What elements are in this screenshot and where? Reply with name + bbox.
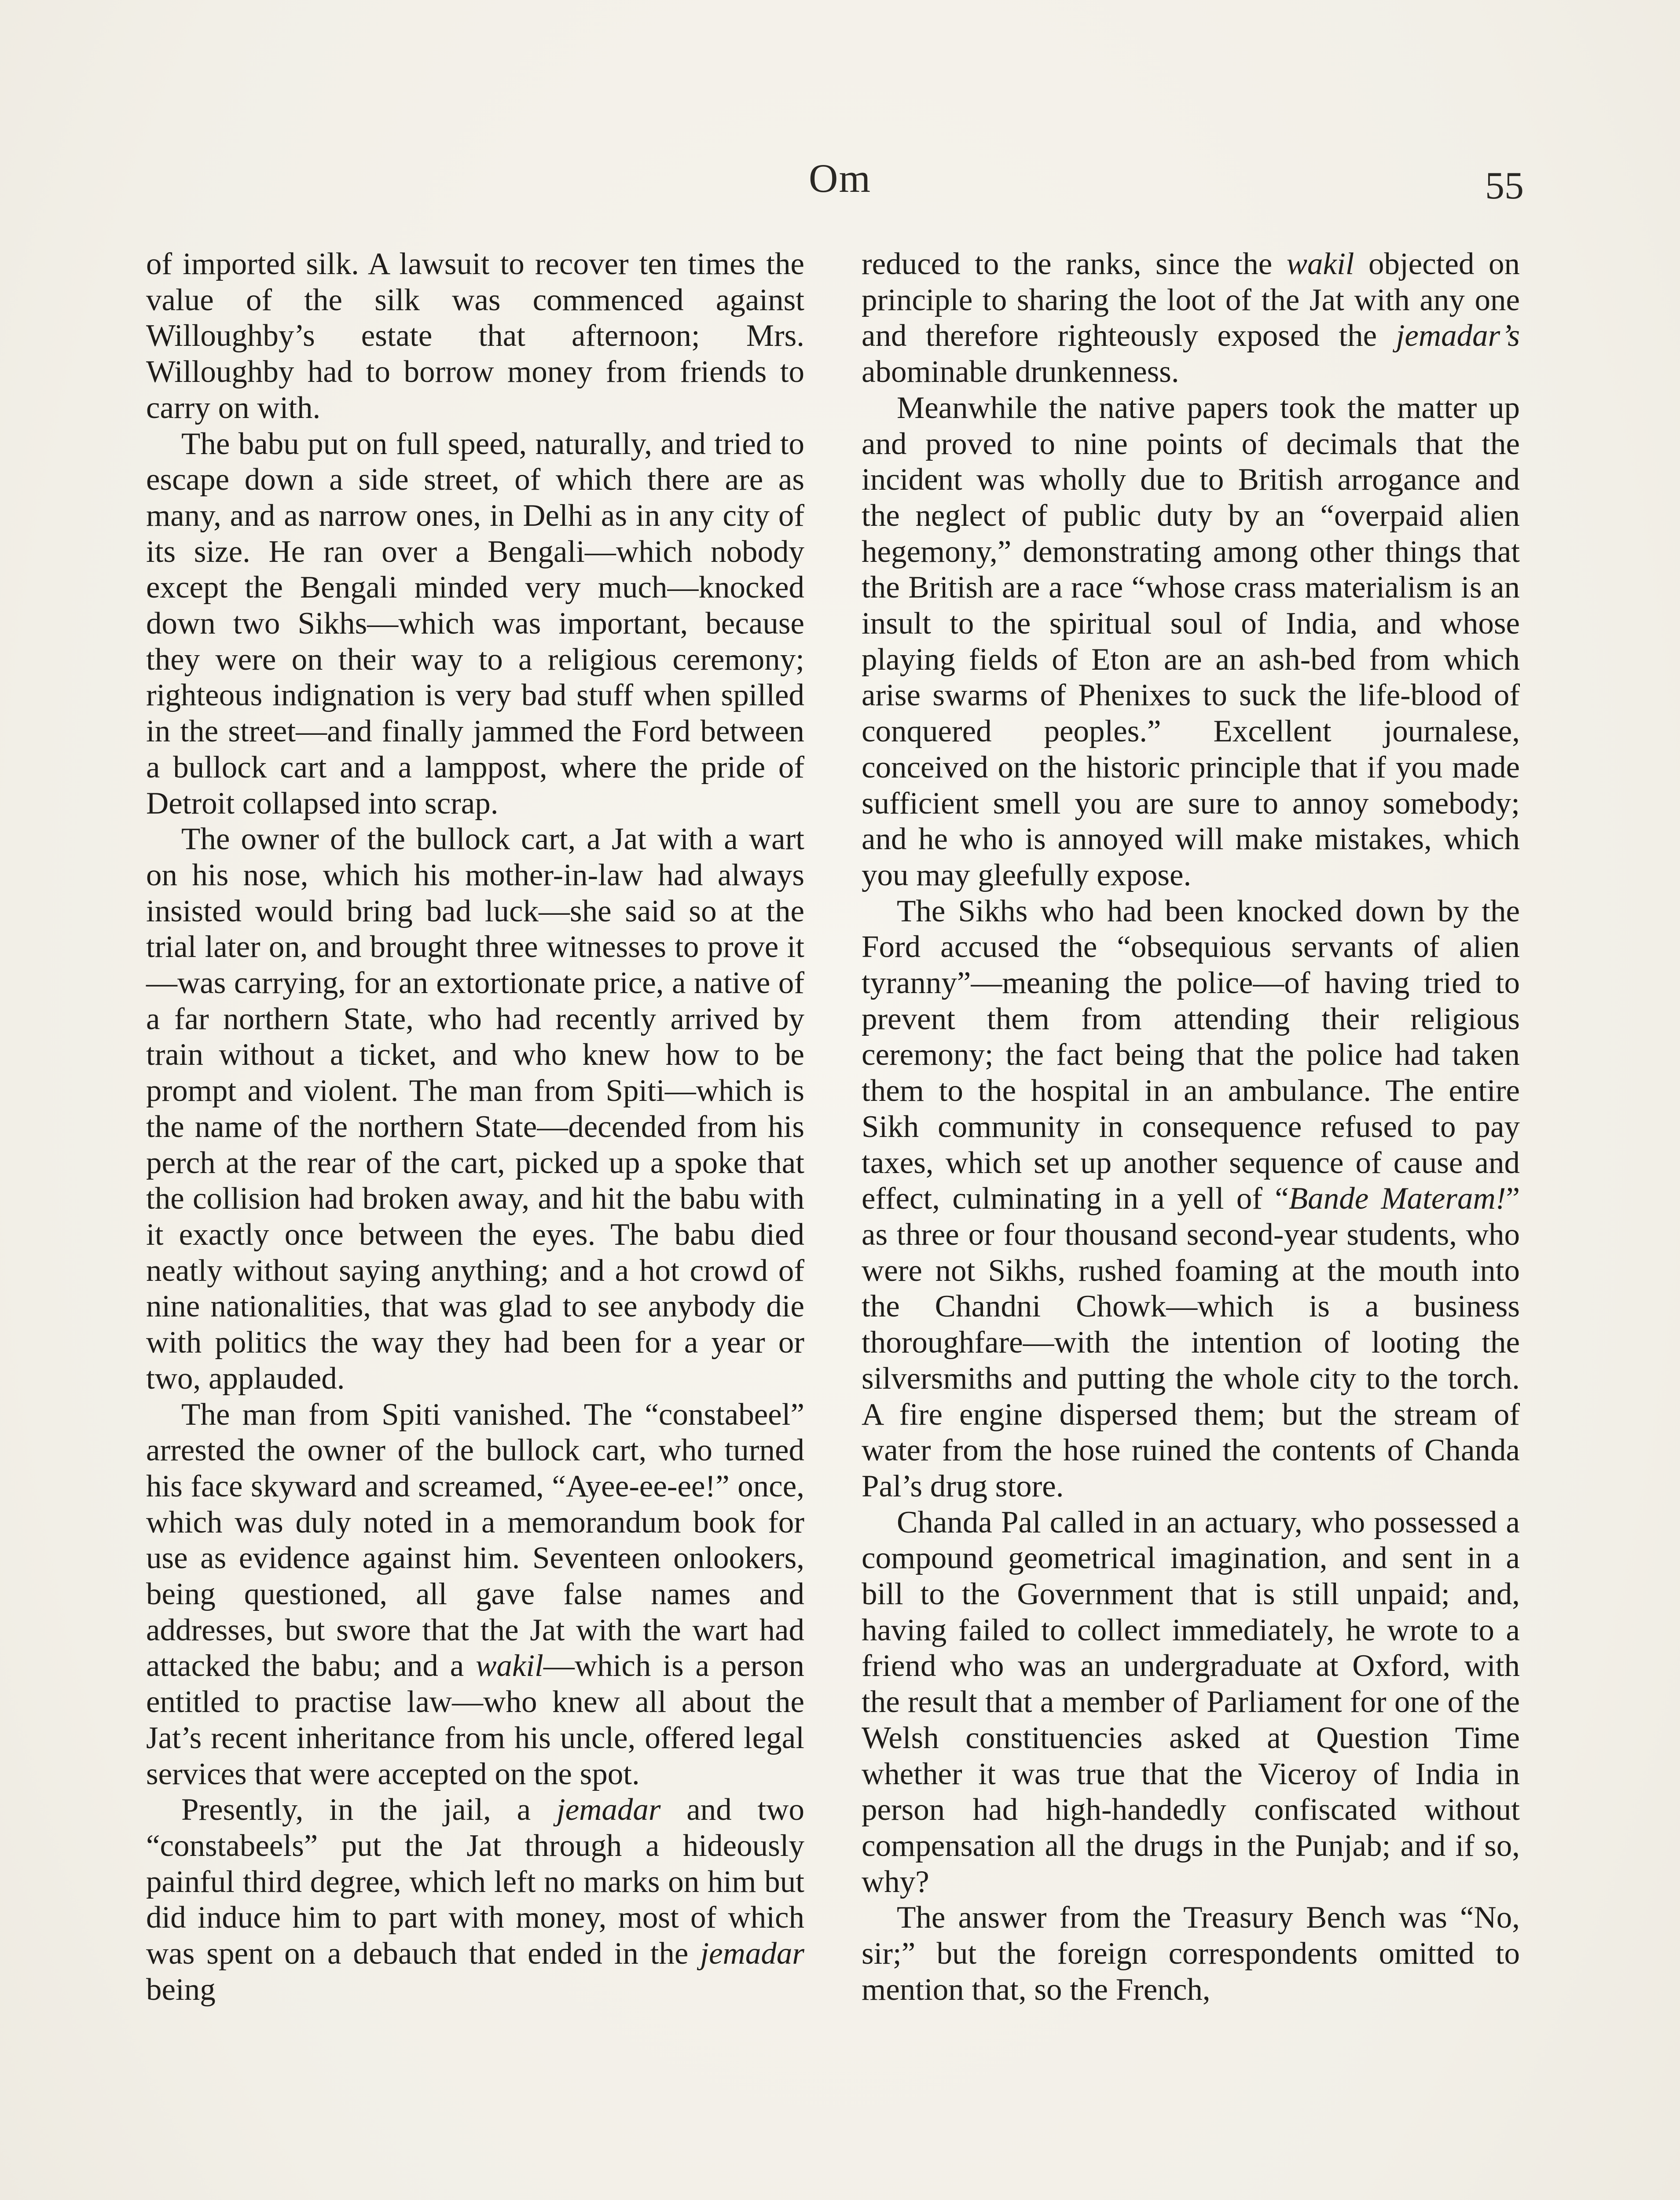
italic-term: jemadar: [556, 1793, 661, 1827]
text-run: abominable drunkenness.: [862, 355, 1179, 389]
text-run: ” as three or four thousand second-year students, who were not Sikhs, rushed foaming at the mouth into the Chandni Chowk—which is a business thoroughfare—with the intention of looting the silversmiths and putting the whole city to the torch. A fire engine dispersed them; but the stream of water from the hose ruined the contents of Chanda Pal’s drug store.: [862, 1181, 1520, 1503]
paragraph: [862, 390, 1520, 894]
text-run: Meanwhile the native papers took the matter up and proved to nine points of decimals that the incident was wholly due to British arrogance and the neglect of public duty by an “overpaid alien hegemony,” demonstrating among other things that the British are a race “whose crass materialism is an insult to the spiritual soul of India, and whose playing fields of Eton are an ash-bed from which arise swarms of Phenixes to suck the life-blood of conquered peoples.” Excellent journalese, conceived on the historic principle that if you made sufficient smell you are sure to annoy somebody; and he who is annoyed will make mistakes, which you may gleefully expose.: [862, 390, 1520, 892]
left-column: [146, 246, 804, 2008]
paragraph: [146, 1397, 804, 1793]
italic-term: wakil: [1286, 247, 1354, 281]
text-run: The man from Spiti vanished. The “constabeel” arrested the owner of the bullock cart, who turned his face skyward and screamed, “Ayee-ee-ee!” once, which was duly noted in a memorandum book for use as evidence against him. Seventeen onlookers, being questioned, all gave false names and addresses, but swore that the Jat with the wart had attacked the babu; and a: [146, 1397, 804, 1683]
paragraph: [146, 1792, 804, 2008]
paragraph: [146, 821, 804, 1397]
paragraph: [862, 1505, 1520, 1900]
text-run: The answer from the Treasury Bench was “No, sir;” but the foreign correspondents omitted to mention that, so the French,: [862, 1900, 1520, 2007]
running-title: Om: [809, 156, 871, 201]
text-run: reduced to the ranks, since the: [862, 247, 1287, 281]
text-run: The owner of the bullock cart, a Jat with a wart on his nose, which his mother-in-law had always insisted would bring bad luck—she said so at the trial later on, and brought three witnesses to prove it—was carrying, for an extortionate price, a native of a far northern State, who had recently arrived by train without a ticket, and who knew how to be prompt and violent. The man from Spiti—which is the name of the northern State—decended from his perch at the rear of the cart, picked up a spoke that the collision had broken away, and hit the babu with it exactly once between the eyes. The babu died neatly without saying anything; and a hot crowd of nine nationalities, that was glad to see anybody die with politics the way they had been for a year or two, applauded.: [146, 822, 804, 1396]
text-run: The Sikhs who had been knocked down by the Ford accused the “obsequious servants of alien tyranny”—meaning the police—of having tried to prevent them from attending their religious ceremony; the fact being that the police had taken them to the hospital in an ambulance. The entire Sikh community in consequence refused to pay taxes, which set up another sequence of cause and effect, culminating in a yell of “: [862, 894, 1520, 1216]
page-number: 55: [1485, 165, 1524, 207]
text-run: —which is a person entitled to practise law—who knew all about the Jat’s recent inheritance from his uncle, offered legal services that were accepted on the spot.: [146, 1649, 804, 1791]
text-run: The babu put on full speed, naturally, and tried to escape down a side street, of which there are as many, and as narrow ones, in Delhi as in any city of its size. He ran over a Bengali—which nobody except the Bengali minded very much—knocked down two Sikhs—which was important, because they were on their way to a religious ceremony; righteous indignation is very bad stuff when spilled in the street—and finally jammed the Ford between a bullock cart and a lamppost, where the pride of Detroit collapsed into scrap.: [146, 426, 804, 821]
paragraph: [862, 894, 1520, 1505]
italic-term: jemadar: [700, 1936, 804, 1971]
text-run: being: [146, 1972, 216, 2007]
paragraph: [862, 246, 1520, 390]
italic-term: jemadar’s: [1396, 319, 1520, 353]
italic-term: wakil: [476, 1649, 543, 1683]
text-run: objected on principle to sharing the loot of the Jat with any one and therefore righteously exposed the: [862, 247, 1520, 353]
text-run: of imported silk. A lawsuit to recover ten times the value of the silk was commenced against Willoughby’s estate that afternoon; Mrs. Willoughby had to borrow money from friends to carry on with.: [146, 247, 804, 425]
text-run: and two “constabeels” put the Jat through a hideously painful third degree, which left no marks on him but did induce him to part with money, most of which was spent on a debauch that ended in the: [146, 1793, 804, 1971]
paragraph: [146, 426, 804, 822]
paragraph: [862, 1900, 1520, 2008]
right-column: [862, 246, 1520, 2008]
italic-term: Bande Materam!: [1288, 1181, 1506, 1216]
text-run: Presently, in the jail, a: [181, 1793, 557, 1827]
text-run: Chanda Pal called in an actuary, who possessed a compound geometrical imagination, and sent in a bill to the Government that is still unpaid; and, having failed to collect immediately, he wrote to a friend who was an undergraduate at Oxford, with the result that a member of Parliament for one of the Welsh constituencies asked at Question Time whether it was true that the Viceroy of India in person had high-handedly confiscated without compensation all the drugs in the Punjab; and if so, why?: [862, 1505, 1520, 1899]
paragraph: [146, 246, 804, 426]
